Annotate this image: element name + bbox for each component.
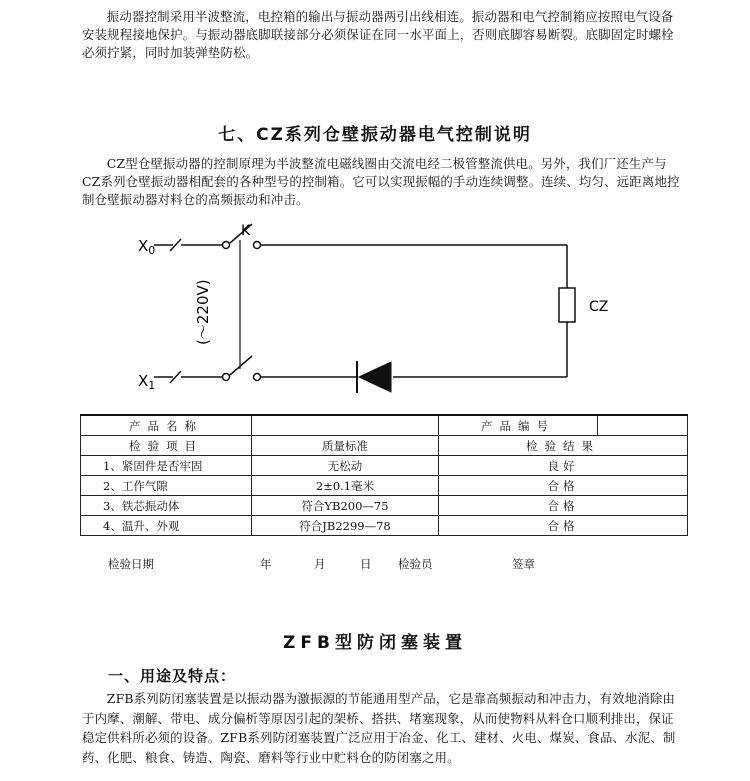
table-row	[81, 436, 688, 456]
row-item: 3、铁芯振动体	[81, 496, 252, 516]
table-row	[81, 516, 688, 536]
switch-k-contact-right	[254, 242, 261, 249]
product-number-value	[598, 415, 688, 436]
product-number-label: 产品编号	[439, 415, 598, 436]
row-standard: 符合YB200—75	[252, 496, 439, 516]
row-item: 2、工作气隙	[81, 476, 252, 496]
zfb-heading: ZFB型防闭塞装置	[283, 633, 467, 653]
day-label: 日	[360, 557, 372, 571]
switch-k2-contact-right	[254, 374, 261, 381]
row-standard: 符合JB2299—78	[252, 516, 439, 536]
date-label: 检验日期	[108, 557, 154, 571]
year-label: 年	[260, 557, 272, 571]
intro-paragraph: 振动器控制采用半波整流，电控箱的输出与振动器两引出线相连。振动器和电气控制箱应按照电气设备安装规程接地保护。与振动器底脚联接部分必须保证在同一水平面上，否则底脚容易断裂。底脚固定时螺栓必须拧紧，同时加装弹垫防松。	[82, 9, 674, 60]
product-name-label: 产品名称	[81, 415, 252, 436]
seal-label: 签章	[512, 557, 535, 571]
zfb-subheading: 一、用途及特点：	[108, 667, 237, 685]
switch-k2-contact-left	[223, 374, 230, 381]
row-result: 良好	[439, 456, 688, 476]
header-item: 检验项目	[81, 436, 252, 456]
inspector-label: 检验员	[398, 557, 433, 571]
header-result: 检验结果	[439, 436, 688, 456]
table-row	[81, 415, 688, 436]
section7-paragraph: CZ型仓壁振动器的控制原理为半波整流电磁线圈由交流电经二极管整流供电。另外，我们厂还生产与CZ系列仓壁振动器相配套的各种型号的控制箱。它可以实现振幅的手动连续调整。连续、均匀、远距离地控制仓壁振动器对料仓的高频振动和冲击。	[82, 156, 680, 207]
row-standard: 2±0.1毫米	[252, 476, 439, 496]
header-standard: 质量标准	[252, 436, 439, 456]
row-result: 合格	[439, 496, 688, 516]
coil-cz	[559, 288, 575, 322]
table-row	[81, 476, 688, 496]
inspection-table	[80, 414, 688, 536]
switch-k-label: K	[241, 223, 251, 239]
row-item: 1、紧固件是否牢固	[81, 456, 252, 476]
coil-label: CZ	[589, 299, 609, 315]
switch-k-contact-left	[223, 242, 230, 249]
voltage-label: (～220V)	[194, 279, 212, 345]
product-name-value	[252, 415, 439, 436]
row-result: 合格	[439, 516, 688, 536]
diode	[359, 362, 391, 392]
row-standard: 无松动	[252, 456, 439, 476]
row-result: 合格	[439, 476, 688, 496]
row-item: 4、温升、外观	[81, 516, 252, 536]
x1-label: $X_1$	[138, 372, 156, 392]
month-label: 月	[314, 557, 326, 571]
table-row	[81, 496, 688, 516]
zfb-paragraph: ZFB系列防闭塞装置是以振动器为激振源的节能通用型产品，它是靠高频振动和冲击力，有效地消除由于内摩、潮解、带电、成分偏析等原因引起的架桥、搭拱、堵塞现象，从而使物料从料仓口顺利排出，保证稳定供料所必须的设备。ZFB系列防闭塞装置广泛应用于冶金、化工、建材、火电、煤炭、食品、水泥、制药、化肥、粮食、铸造、陶瓷、磨料等行业中贮料仓的防闭塞之用。	[82, 691, 676, 765]
inspection-footer	[108, 556, 668, 572]
x0-label: $X_0$	[138, 237, 156, 257]
table-row	[81, 456, 688, 476]
switch-k2-blade	[230, 356, 252, 375]
section7-heading: 七、CZ系列仓壁振动器电气控制说明	[218, 125, 532, 145]
